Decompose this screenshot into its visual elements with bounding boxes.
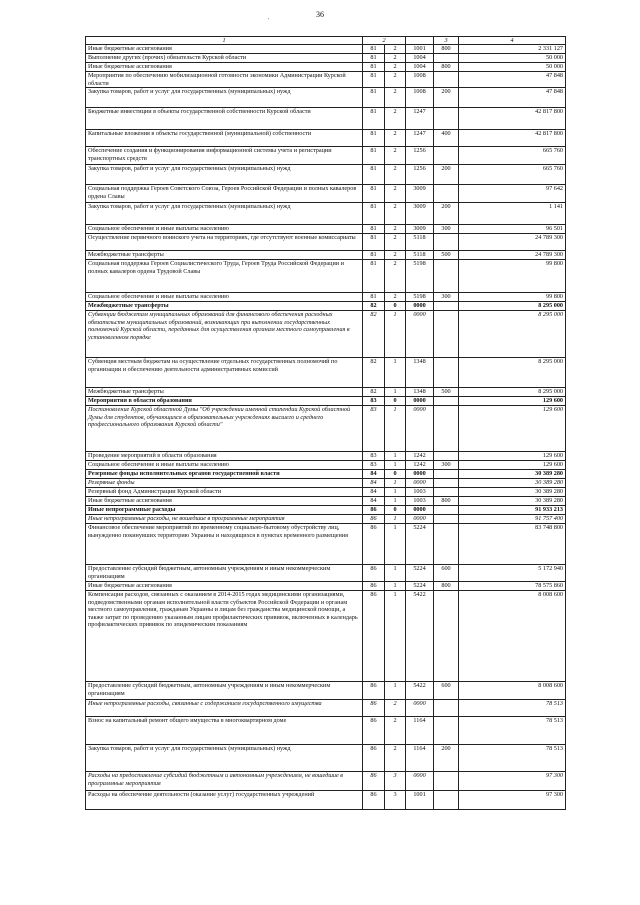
row-name: Резервные фонды [86, 479, 363, 488]
row-name: Межбюджетные трансферты [86, 251, 363, 260]
row-code-c: 1348 [406, 388, 434, 397]
row-amount: 24 789 300 [459, 251, 566, 260]
row-expense-type: 600 [434, 565, 459, 582]
row-expense-type [434, 108, 459, 130]
row-code-b: 1 [385, 452, 406, 461]
table-row [86, 147, 566, 165]
row-code-c: 0000 [406, 772, 434, 791]
row-code-c: 0000 [406, 302, 434, 311]
row-amount: 78 513 [459, 717, 566, 745]
row-code-b: 0 [385, 302, 406, 311]
row-name: Межбюджетные трансферты [86, 302, 363, 311]
row-name: Социальное обеспечение и иные выплаты населению [86, 461, 363, 470]
row-amount: 8 295 000 [459, 311, 566, 358]
row-name: Социальное обеспечение и иные выплаты населению [86, 293, 363, 302]
row-code-a: 81 [363, 251, 385, 260]
scan-mark: ' [268, 18, 270, 24]
table-row [86, 397, 566, 406]
row-name: Иные непрограммные расходы, не вошедшие в программные мероприятия [86, 515, 363, 524]
row-name: Расходы на предоставление субсидий бюджетным и автономным учреждениям, не вошедшие в программные мероприятия [86, 772, 363, 791]
row-code-c: 5118 [406, 251, 434, 260]
row-code-a: 81 [363, 108, 385, 130]
row-expense-type [434, 524, 459, 565]
row-code-c: 1003 [406, 497, 434, 506]
row-amount: 129 600 [459, 452, 566, 461]
table-row [86, 45, 566, 54]
table-row [86, 582, 566, 591]
row-code-c: 3009 [406, 225, 434, 234]
table-row [86, 63, 566, 72]
row-name: Проведение мероприятий в области образования [86, 452, 363, 461]
row-code-c: 1001 [406, 45, 434, 54]
table-row [86, 225, 566, 234]
table-row [86, 700, 566, 717]
row-code-c: 3009 [406, 203, 434, 225]
row-amount: 78 513 [459, 745, 566, 772]
row-amount: 47 848 [459, 72, 566, 88]
table-row [86, 88, 566, 108]
row-expense-type [434, 311, 459, 358]
row-code-a: 83 [363, 397, 385, 406]
row-expense-type: 500 [434, 388, 459, 397]
row-amount: 129 600 [459, 406, 566, 452]
row-code-c: 0000 [406, 515, 434, 524]
row-amount: 91 933 213 [459, 506, 566, 515]
row-expense-type [434, 147, 459, 165]
row-expense-type [434, 717, 459, 745]
row-code-a: 82 [363, 311, 385, 358]
row-expense-type [434, 772, 459, 791]
row-code-b: 2 [385, 88, 406, 108]
row-expense-type [434, 452, 459, 461]
row-amount: 24 789 300 [459, 234, 566, 251]
row-code-a: 86 [363, 745, 385, 772]
row-name: Иные бюджетные ассигнования [86, 582, 363, 591]
table-row [86, 165, 566, 185]
row-name: Мероприятия по обеспечению мобилизационной готовности экономики Администрации Курской области [86, 72, 363, 88]
row-amount: 78 575 860 [459, 582, 566, 591]
table-row [86, 461, 566, 470]
row-code-c: 0000 [406, 470, 434, 479]
row-amount: 50 000 [459, 54, 566, 63]
row-amount: 99 800 [459, 260, 566, 293]
table-row [86, 497, 566, 506]
row-amount: 50 000 [459, 63, 566, 72]
table-row [86, 488, 566, 497]
table-row [86, 388, 566, 397]
row-code-c: 1242 [406, 452, 434, 461]
row-code-b: 0 [385, 506, 406, 515]
row-name: Межбюджетные трансферты [86, 388, 363, 397]
row-name: Иные бюджетные ассигнования [86, 45, 363, 54]
row-code-b: 2 [385, 717, 406, 745]
row-code-c: 5224 [406, 524, 434, 565]
row-name: Резервные фонды исполнительных органов государственной власти [86, 470, 363, 479]
row-name: Резервный фонд Администрации Курской области [86, 488, 363, 497]
row-amount: 8 008 600 [459, 682, 566, 700]
row-name: Социальное обеспечение и иные выплаты населению [86, 225, 363, 234]
row-expense-type [434, 515, 459, 524]
row-code-a: 81 [363, 147, 385, 165]
row-code-c: 5118 [406, 234, 434, 251]
row-amount: 30 389 280 [459, 479, 566, 488]
row-amount: 8 295 000 [459, 358, 566, 388]
table-row [86, 108, 566, 130]
row-expense-type [434, 470, 459, 479]
row-expense-type [434, 397, 459, 406]
row-code-a: 84 [363, 497, 385, 506]
table-row [86, 470, 566, 479]
row-code-c: 1164 [406, 717, 434, 745]
row-name: Компенсация расходов, связанных с оказанием в 2014-2015 годах медицинскими организациями, подведомственными органам исполнительной власти субъектов Российской Федерации и органам местного самоуправления, гражданам Украины и лицам без гражданства медицинской помощи, а также затрат по проведению указанным лицам профилактических прививок, включенных в календарь профилактических прививок по эпидемическим показаниям [86, 591, 363, 682]
row-code-c: 1256 [406, 165, 434, 185]
row-code-c: 1247 [406, 108, 434, 130]
row-expense-type: 200 [434, 88, 459, 108]
row-amount: 8 295 000 [459, 388, 566, 397]
table-row [86, 203, 566, 225]
row-name: Закупка товаров, работ и услуг для государственных (муниципальных) нужд [86, 203, 363, 225]
row-code-a: 86 [363, 515, 385, 524]
row-code-a: 81 [363, 54, 385, 63]
header-col-3: 3 [434, 37, 459, 45]
row-code-c: 5224 [406, 582, 434, 591]
row-expense-type: 800 [434, 45, 459, 54]
row-code-a: 86 [363, 717, 385, 745]
table-row [86, 185, 566, 203]
row-code-b: 1 [385, 497, 406, 506]
row-code-c: 5224 [406, 565, 434, 582]
row-code-b: 1 [385, 682, 406, 700]
row-expense-type: 800 [434, 497, 459, 506]
row-expense-type: 800 [434, 582, 459, 591]
row-expense-type: 300 [434, 225, 459, 234]
row-amount: 97 300 [459, 772, 566, 791]
row-code-c: 5198 [406, 293, 434, 302]
row-code-c: 0000 [406, 700, 434, 717]
row-code-a: 81 [363, 88, 385, 108]
row-name: Мероприятия в области образования [86, 397, 363, 406]
row-name: Бюджетные инвестиции в объекты государственной собственности Курской области [86, 108, 363, 130]
row-name: Расходы на обеспечение деятельности (оказание услуг) государственных учреждений [86, 791, 363, 810]
row-name: Социальная поддержка Героев Социалистического Труда, Героев Труда Российской Федерации и полных кавалеров ордена Трудовой Славы [86, 260, 363, 293]
row-code-b: 1 [385, 406, 406, 452]
row-expense-type [434, 185, 459, 203]
row-code-b: 2 [385, 130, 406, 147]
row-code-b: 1 [385, 311, 406, 358]
row-code-b: 0 [385, 397, 406, 406]
row-code-a: 83 [363, 452, 385, 461]
row-name: Обеспечение создания и функционирования информационной системы учета и регистрации транспортных средств [86, 147, 363, 165]
row-code-a: 82 [363, 358, 385, 388]
row-expense-type: 200 [434, 745, 459, 772]
table-row [86, 565, 566, 582]
row-name: Иные бюджетные ассигнования [86, 63, 363, 72]
row-code-c: 1004 [406, 54, 434, 63]
row-code-b: 2 [385, 700, 406, 717]
row-code-a: 81 [363, 225, 385, 234]
table-header-row [86, 37, 566, 45]
table-row [86, 293, 566, 302]
row-code-c: 1001 [406, 791, 434, 810]
row-amount: 665 760 [459, 165, 566, 185]
row-code-b: 1 [385, 524, 406, 565]
row-code-b: 1 [385, 565, 406, 582]
table-row [86, 234, 566, 251]
table-row [86, 406, 566, 452]
row-code-a: 82 [363, 302, 385, 311]
row-code-a: 84 [363, 470, 385, 479]
row-name: Капитальные вложения в объекты государственной (муниципальной) собственности [86, 130, 363, 147]
header-col-4: 4 [459, 37, 566, 45]
row-code-a: 83 [363, 461, 385, 470]
row-name: Предоставление субсидий бюджетным, автономным учреждениям и иным некоммерческим организациям [86, 682, 363, 700]
row-expense-type: 400 [434, 130, 459, 147]
row-code-a: 81 [363, 165, 385, 185]
row-expense-type [434, 234, 459, 251]
row-amount: 129 600 [459, 461, 566, 470]
row-code-c: 1008 [406, 72, 434, 88]
table-row [86, 302, 566, 311]
row-amount: 42 817 800 [459, 130, 566, 147]
row-amount: 2 331 127 [459, 45, 566, 54]
row-expense-type [434, 591, 459, 682]
row-expense-type [434, 358, 459, 388]
row-expense-type: 800 [434, 63, 459, 72]
row-expense-type: 200 [434, 165, 459, 185]
table-row [86, 745, 566, 772]
table-row [86, 130, 566, 147]
row-name: Взнос на капитальный ремонт общего имущества в многоквартирном доме [86, 717, 363, 745]
row-amount: 96 501 [459, 225, 566, 234]
row-expense-type [434, 488, 459, 497]
row-expense-type [434, 260, 459, 293]
row-code-b: 1 [385, 461, 406, 470]
row-expense-type [434, 700, 459, 717]
row-amount: 99 800 [459, 293, 566, 302]
row-amount: 30 389 280 [459, 497, 566, 506]
row-expense-type: 500 [434, 251, 459, 260]
row-code-a: 86 [363, 791, 385, 810]
row-code-a: 84 [363, 488, 385, 497]
row-code-c: 1242 [406, 461, 434, 470]
row-code-a: 81 [363, 63, 385, 72]
row-code-a: 86 [363, 524, 385, 565]
row-code-a: 81 [363, 203, 385, 225]
row-amount: 30 389 280 [459, 470, 566, 479]
row-name: Предоставление субсидий бюджетным, автономным учреждениям и иным некоммерческим организациям [86, 565, 363, 582]
row-code-a: 81 [363, 234, 385, 251]
row-code-c: 1256 [406, 147, 434, 165]
row-code-a: 86 [363, 700, 385, 717]
row-code-b: 2 [385, 147, 406, 165]
row-code-b: 1 [385, 515, 406, 524]
row-code-b: 1 [385, 591, 406, 682]
row-code-b: 2 [385, 251, 406, 260]
table-row [86, 54, 566, 63]
row-code-b: 0 [385, 470, 406, 479]
row-code-a: 86 [363, 772, 385, 791]
budget-table [85, 36, 566, 810]
row-code-a: 81 [363, 293, 385, 302]
row-code-b: 3 [385, 791, 406, 810]
table-row [86, 358, 566, 388]
row-amount: 8 008 600 [459, 591, 566, 682]
row-expense-type: 600 [434, 682, 459, 700]
row-code-c: 1004 [406, 63, 434, 72]
row-name: Субвенция местным бюджетам на осуществление отдельных государственных полномочий по организации и обеспечению деятельности административных комиссий [86, 358, 363, 388]
row-code-b: 2 [385, 165, 406, 185]
table-row [86, 311, 566, 358]
row-amount: 42 817 800 [459, 108, 566, 130]
row-code-b: 2 [385, 54, 406, 63]
row-expense-type [434, 302, 459, 311]
row-code-a: 84 [363, 479, 385, 488]
row-code-b: 2 [385, 745, 406, 772]
row-code-a: 86 [363, 565, 385, 582]
row-code-a: 86 [363, 591, 385, 682]
row-name: Иные бюджетные ассигнования [86, 497, 363, 506]
row-code-c: 0000 [406, 479, 434, 488]
row-code-c: 1164 [406, 745, 434, 772]
row-amount: 91 757 400 [459, 515, 566, 524]
row-expense-type [434, 791, 459, 810]
row-code-b: 2 [385, 234, 406, 251]
row-amount: 97 642 [459, 185, 566, 203]
row-code-a: 82 [363, 388, 385, 397]
table-row [86, 506, 566, 515]
row-code-c: 3009 [406, 185, 434, 203]
row-expense-type: 300 [434, 293, 459, 302]
row-code-c: 1247 [406, 130, 434, 147]
row-code-b: 1 [385, 479, 406, 488]
row-code-a: 86 [363, 506, 385, 515]
row-expense-type: 200 [434, 203, 459, 225]
row-amount: 30 389 280 [459, 488, 566, 497]
row-code-a: 83 [363, 406, 385, 452]
row-code-b: 2 [385, 72, 406, 88]
row-code-b: 2 [385, 293, 406, 302]
row-code-c: 0000 [406, 406, 434, 452]
row-name: Социальная поддержка Героев Советского Союза, Героев Российской Федерации и полных кавалеров ордена Славы [86, 185, 363, 203]
row-code-c: 5198 [406, 260, 434, 293]
row-code-a: 86 [363, 682, 385, 700]
table-row [86, 251, 566, 260]
table-row [86, 682, 566, 700]
row-name: Закупка товаров, работ и услуг для государственных (муниципальных) нужд [86, 165, 363, 185]
row-code-a: 86 [363, 582, 385, 591]
table-row [86, 260, 566, 293]
table-row [86, 524, 566, 565]
row-name: Иные непрограммные расходы [86, 506, 363, 515]
row-code-a: 81 [363, 72, 385, 88]
row-code-b: 2 [385, 63, 406, 72]
row-amount: 1 141 [459, 203, 566, 225]
row-expense-type [434, 54, 459, 63]
row-expense-type [434, 506, 459, 515]
table-row [86, 717, 566, 745]
row-amount: 83 748 800 [459, 524, 566, 565]
row-code-b: 2 [385, 225, 406, 234]
table-row [86, 72, 566, 88]
row-code-c: 0000 [406, 397, 434, 406]
row-amount: 78 513 [459, 700, 566, 717]
row-expense-type [434, 72, 459, 88]
table-row [86, 479, 566, 488]
row-name: Постановление Курской областной Думы "Об учреждении именной стипендии Курской областной Думы для студентов, обучающихся в образовательных учреждениях высшего и среднего профессионального образования Курской области" [86, 406, 363, 452]
row-code-c: 0000 [406, 311, 434, 358]
row-code-a: 81 [363, 185, 385, 203]
row-amount: 5 172 940 [459, 565, 566, 582]
row-name: Закупка товаров, работ и услуг для государственных (муниципальных) нужд [86, 88, 363, 108]
header-col-1: 1 [86, 37, 363, 45]
row-code-b: 2 [385, 203, 406, 225]
row-code-c: 1348 [406, 358, 434, 388]
row-code-c: 0000 [406, 506, 434, 515]
row-amount: 97 300 [459, 791, 566, 810]
table-row [86, 772, 566, 791]
row-name: Иные непрограммные расходы, связанные с содержанием государственного имущества [86, 700, 363, 717]
row-code-b: 1 [385, 582, 406, 591]
table-body [86, 45, 566, 810]
table-row [86, 591, 566, 682]
table-row [86, 515, 566, 524]
row-expense-type [434, 406, 459, 452]
row-code-a: 81 [363, 45, 385, 54]
row-amount: 665 760 [459, 147, 566, 165]
row-code-c: 5422 [406, 682, 434, 700]
header-col-2: 2 [363, 37, 406, 45]
row-expense-type [434, 479, 459, 488]
row-amount: 129 600 [459, 397, 566, 406]
header-col-2b [406, 37, 434, 45]
row-code-a: 81 [363, 130, 385, 147]
row-name: Финансовое обеспечение мероприятий по временному социально-бытовому обустройству лиц, вынужденно покинувших территорию Украины и находящихся в пунктах временного размещения [86, 524, 363, 565]
row-code-b: 1 [385, 388, 406, 397]
row-name: Закупка товаров, работ и услуг для государственных (муниципальных) нужд [86, 745, 363, 772]
row-code-c: 1003 [406, 488, 434, 497]
table-row [86, 452, 566, 461]
row-name: Субвенции бюджетам муниципальных образований для финансового обеспечения расходных обязательств муниципальных образований, возникающих при выполнении государственных полномочий Курской области, переданных для осуществления органам местного самоуправления в установленном порядке [86, 311, 363, 358]
row-name: Осуществление первичного воинского учета на территориях, где отсутствуют военные комиссариаты [86, 234, 363, 251]
row-amount: 8 295 000 [459, 302, 566, 311]
row-code-b: 3 [385, 772, 406, 791]
row-name: Выполнение других (прочих) обязательств Курской области [86, 54, 363, 63]
row-code-b: 2 [385, 260, 406, 293]
row-expense-type: 300 [434, 461, 459, 470]
page-number: 36 [316, 10, 324, 19]
row-code-b: 2 [385, 45, 406, 54]
row-code-b: 2 [385, 108, 406, 130]
row-code-b: 1 [385, 358, 406, 388]
row-code-b: 2 [385, 185, 406, 203]
table-row [86, 791, 566, 810]
row-code-a: 81 [363, 260, 385, 293]
row-code-b: 1 [385, 488, 406, 497]
row-code-c: 5422 [406, 591, 434, 682]
row-code-c: 1008 [406, 88, 434, 108]
row-amount: 47 848 [459, 88, 566, 108]
